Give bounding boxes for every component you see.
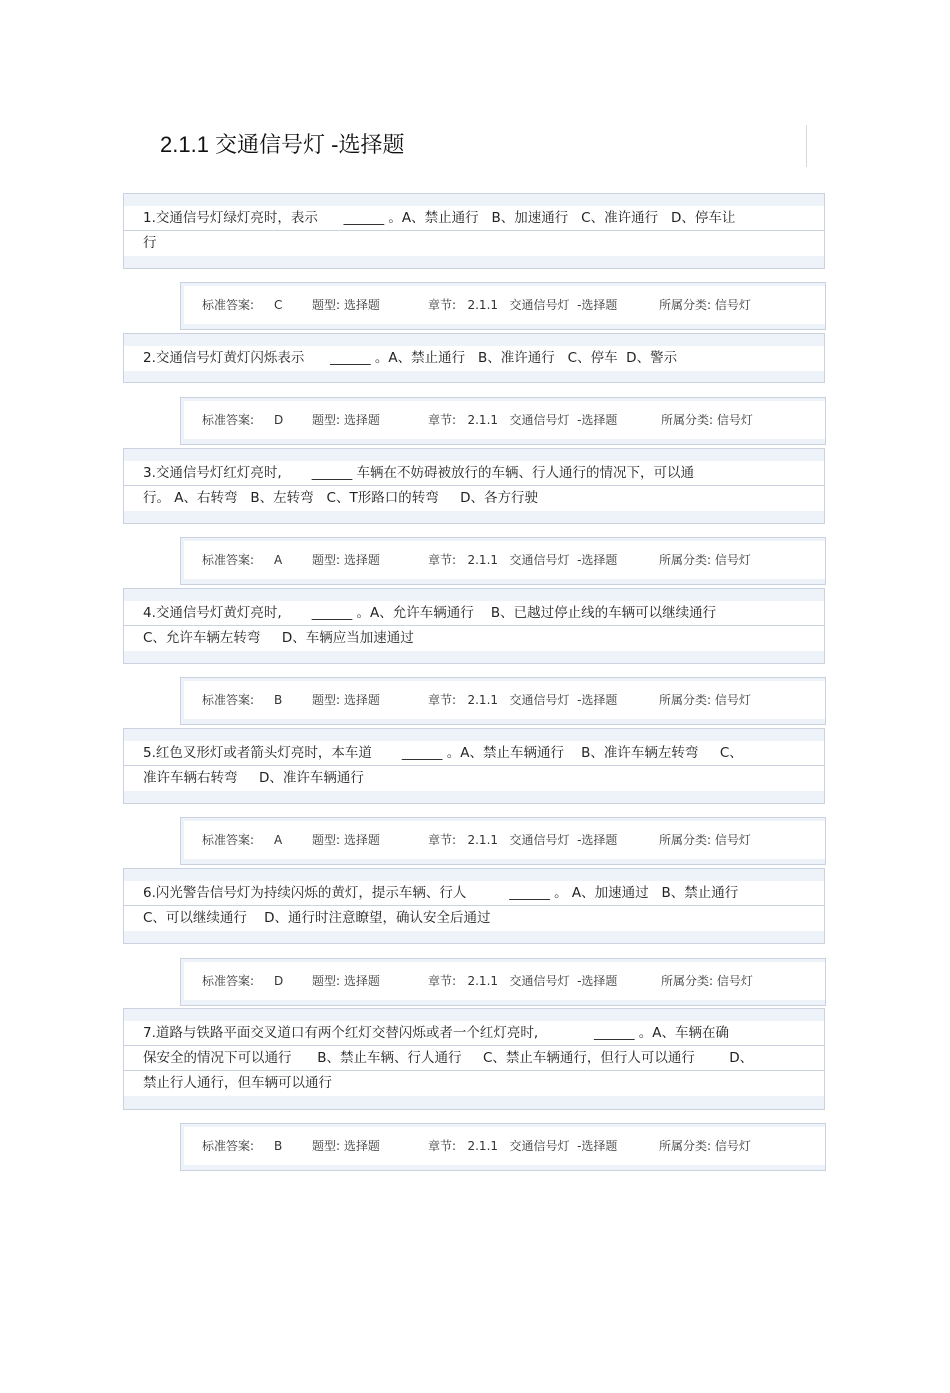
question-type: 题型: 选择题 xyxy=(312,298,380,312)
answer-value: D xyxy=(274,974,284,988)
question-text: 行。 A、右转弯 B、左转弯 C、T形路口的转弯 D、各方行驶 xyxy=(124,486,824,511)
question-text: 1.交通信号灯绿灯亮时，表示 ______ 。A、禁止通行 B、加速通行 C、准许通行 D、停车让 xyxy=(124,206,824,231)
chapter: 章节: 2.1.1 交通信号灯 -选择题 xyxy=(428,833,618,847)
question-block xyxy=(123,193,825,269)
question-text: 2.交通信号灯黄灯闪烁表示 ______ 。A、禁止通行 B、准许通行 C、停车 D、警示 xyxy=(124,346,824,371)
page-title: 2.1.1 交通信号灯 -选择题 xyxy=(160,132,405,157)
answer-value: A xyxy=(274,553,283,567)
category: 所属分类: 信号灯 xyxy=(661,413,753,427)
category: 所属分类: 信号灯 xyxy=(659,693,751,707)
answer-value: B xyxy=(274,693,283,707)
question-text: 保安全的情况下可以通行 B、禁止车辆、行人通行 C、禁止车辆通行，但行人可以通行 D、 xyxy=(124,1046,824,1071)
answer-label: 标准答案: xyxy=(202,693,255,707)
question-text: 6.闪光警告信号灯为持续闪烁的黄灯，提示车辆、行人 ______ 。 A、加速通过 B、禁止通行 xyxy=(124,881,824,906)
question-block xyxy=(123,1008,825,1110)
question-text: 禁止行人通行，但车辆可以通行 xyxy=(124,1071,824,1096)
question-block xyxy=(123,728,825,804)
question-text: 4.交通信号灯黄灯亮时, ______ 。A、允许车辆通行 B、已越过停止线的车辆可以继续通行 xyxy=(124,601,824,626)
question-text: 3.交通信号灯红灯亮时, ______ 车辆在不妨碍被放行的车辆、行人通行的情况下，可以通 xyxy=(124,461,824,486)
question-type: 题型: 选择题 xyxy=(312,553,380,567)
answer-label: 标准答案: xyxy=(202,1139,255,1153)
category: 所属分类: 信号灯 xyxy=(659,1139,751,1153)
question-type: 题型: 选择题 xyxy=(312,833,380,847)
question-type: 题型: 选择题 xyxy=(312,413,380,427)
answer-label: 标准答案: xyxy=(202,553,255,567)
chapter: 章节: 2.1.1 交通信号灯 -选择题 xyxy=(428,1139,618,1153)
question-block xyxy=(123,448,825,524)
question-block xyxy=(123,588,825,664)
category: 所属分类: 信号灯 xyxy=(659,298,751,312)
answer-value: C xyxy=(274,298,283,312)
chapter: 章节: 2.1.1 交通信号灯 -选择题 xyxy=(428,298,618,312)
answer-block xyxy=(180,397,826,445)
question-text: 5.红色叉形灯或者箭头灯亮时，本车道 ______ 。A、禁止车辆通行 B、准许车辆左转弯 C、 xyxy=(124,741,824,766)
answer-label: 标准答案: xyxy=(202,298,255,312)
answer-value: D xyxy=(274,413,284,427)
question-type: 题型: 选择题 xyxy=(312,693,380,707)
chapter: 章节: 2.1.1 交通信号灯 -选择题 xyxy=(428,413,618,427)
question-text: 行 xyxy=(124,231,824,256)
question-type: 题型: 选择题 xyxy=(312,974,380,988)
answer-label: 标准答案: xyxy=(202,974,255,988)
answer-label: 标准答案: xyxy=(202,833,255,847)
category: 所属分类: 信号灯 xyxy=(659,553,751,567)
chapter: 章节: 2.1.1 交通信号灯 -选择题 xyxy=(428,553,618,567)
chapter: 章节: 2.1.1 交通信号灯 -选择题 xyxy=(428,974,618,988)
question-type: 题型: 选择题 xyxy=(312,1139,380,1153)
answer-block xyxy=(180,677,826,725)
question-block xyxy=(123,333,825,383)
question-text: 准许车辆右转弯 D、准许车辆通行 xyxy=(124,766,824,791)
answer-value: A xyxy=(274,833,283,847)
question-text: C、允许车辆左转弯 D、车辆应当加速通过 xyxy=(124,626,824,651)
answer-block xyxy=(180,282,826,330)
chapter: 章节: 2.1.1 交通信号灯 -选择题 xyxy=(428,693,618,707)
answer-block xyxy=(180,537,826,585)
title-divider xyxy=(806,125,807,167)
category: 所属分类: 信号灯 xyxy=(661,974,753,988)
answer-block xyxy=(180,817,826,865)
answer-label: 标准答案: xyxy=(202,413,255,427)
question-block xyxy=(123,868,825,944)
answer-block xyxy=(180,958,826,1006)
category: 所属分类: 信号灯 xyxy=(659,833,751,847)
answer-value: B xyxy=(274,1139,283,1153)
question-text: 7.道路与铁路平面交叉道口有两个红灯交替闪烁或者一个红灯亮时, ______ 。A、车辆在确 xyxy=(124,1021,824,1046)
question-text: C、可以继续通行 D、通行时注意瞭望，确认安全后通过 xyxy=(124,906,824,931)
answer-block xyxy=(180,1123,826,1171)
